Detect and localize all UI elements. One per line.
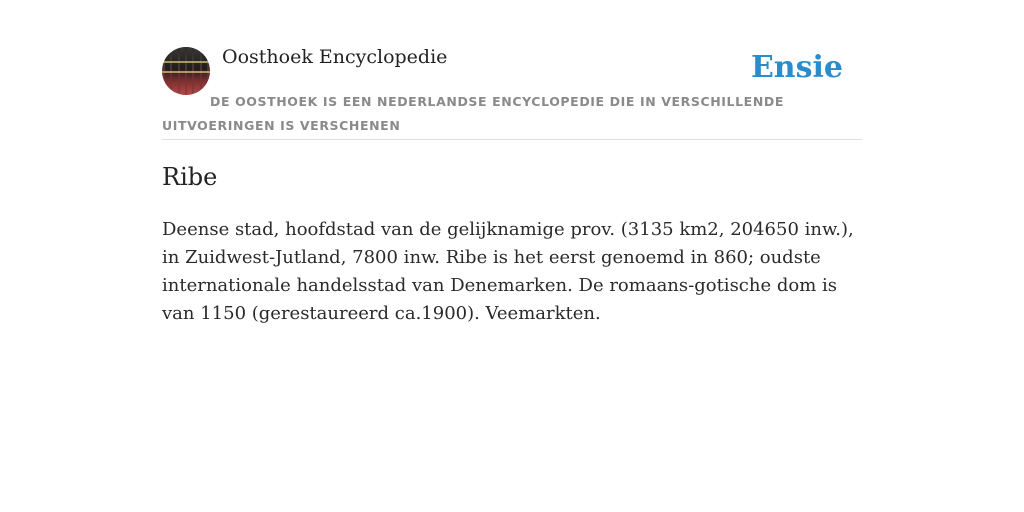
page-container (162, 0, 862, 512)
ensie-logo-link[interactable]: Ensie (750, 50, 843, 85)
header-divider (162, 139, 862, 140)
source-tagline: DE OOSTHOEK IS EEN NEDERLANDSE ENCYCLOPEDIE DIE IN VERSCHILLENDE UITVOERINGEN IS VERSCHENEN (162, 94, 784, 133)
source-name-link[interactable]: Oosthoek Encyclopedie (222, 46, 448, 68)
article-title: Ribe (162, 163, 218, 191)
encyclopedia-avatar[interactable] (162, 47, 210, 95)
article-body: Deense stad, hoofdstad van de gelijknamige prov. (3135 km2, 204650 inw.), in Zuidwest-Jutland, 7800 inw. Ribe is het eerst genoemd in 860; oudste internationale handelsstad van Denemarken. De romaans-gotische dom is van 1150 (gerestaureerd ca.1900). Veemarkten. (162, 219, 854, 324)
